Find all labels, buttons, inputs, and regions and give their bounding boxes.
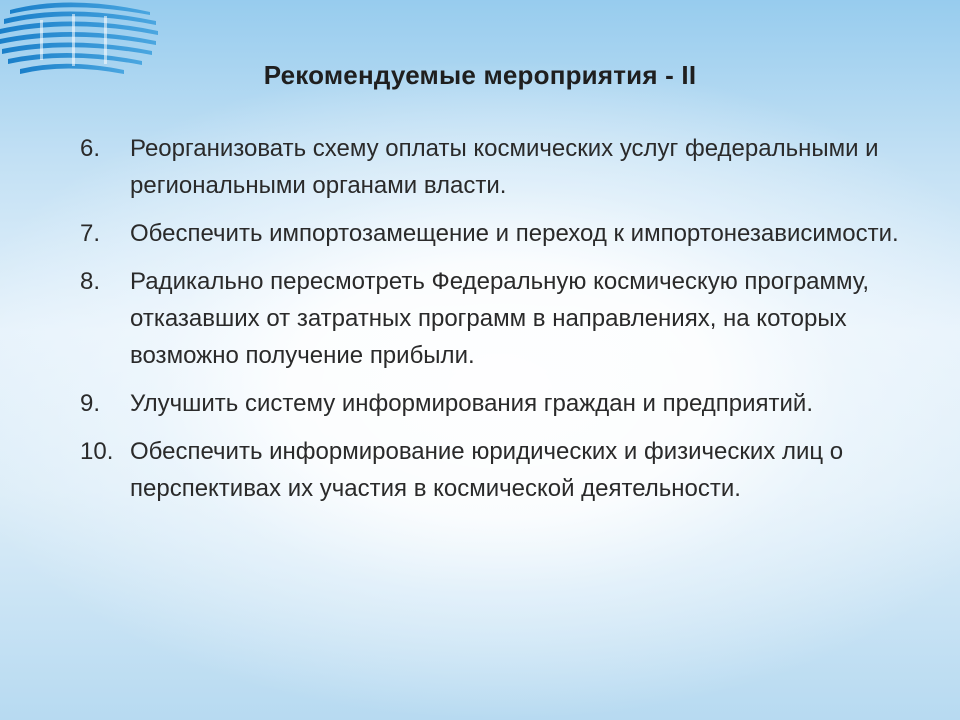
item-number: 7. xyxy=(80,220,101,247)
item-number: 9. xyxy=(80,390,101,417)
list-item xyxy=(80,130,900,204)
list-item xyxy=(80,433,900,507)
item-number: 8. xyxy=(80,268,101,295)
item-text: Улучшить систему информирования граждан и предприятий. xyxy=(130,390,813,417)
item-text: Радикально пересмотреть Федеральную космическую программу, отказавших от затратных программ в направлениях, на которых возможно получение прибыли. xyxy=(130,268,870,369)
list-item xyxy=(80,385,900,422)
list-item xyxy=(80,215,900,252)
item-number: 6. xyxy=(80,135,101,162)
item-text: Обеспечить информирование юридических и физических лиц о перспективах их участия в космической деятельности. xyxy=(130,438,844,502)
list-item xyxy=(80,263,900,374)
recommendations-list xyxy=(80,130,900,518)
item-text: Реорганизовать схему оплаты космических услуг федеральными и региональными органами власти. xyxy=(130,135,879,199)
item-text: Обеспечить импортозамещение и переход к импортонезависимости. xyxy=(130,220,899,247)
item-number: 10. xyxy=(80,438,114,465)
slide-title: Рекомендуемые мероприятия - II xyxy=(263,60,697,90)
